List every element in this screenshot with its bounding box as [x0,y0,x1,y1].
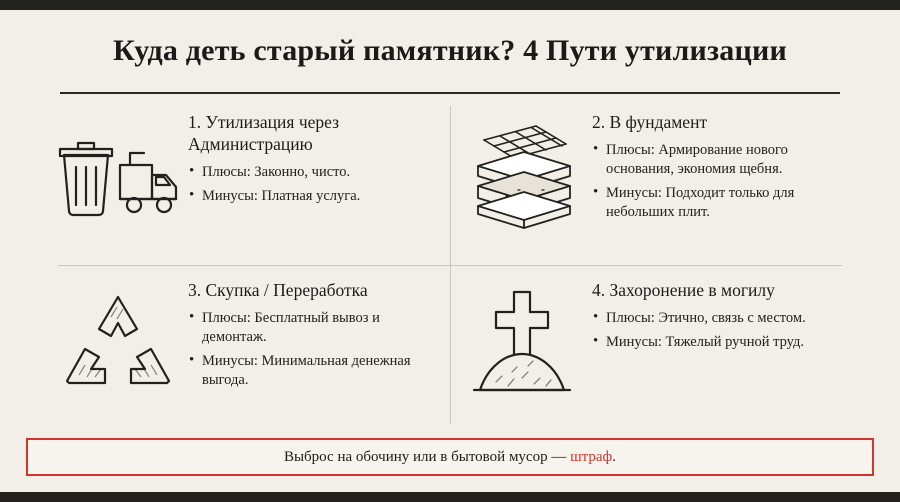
option-text-1 [188,100,446,211]
list-item: • Плюсы: Законно, чисто. [188,163,446,182]
title-divider [60,92,840,94]
bottom-band [0,492,900,502]
option-card-2 [452,100,850,262]
page-title: Куда деть старый памятник? 4 Пути утилизации [113,34,787,67]
option-bullets-3 [188,309,446,391]
options-grid [48,100,852,430]
option-bullets-4 [592,309,850,352]
option-heading-2: 2. В фундамент [592,112,708,132]
option-text-3 [188,268,446,395]
warning-highlight: штраф [570,448,613,465]
list-item: • Минусы: Подходит только для небольших плит. [592,184,850,222]
list-item: • Плюсы: Армирование нового основания, экономия щебня. [592,141,850,179]
list-item: • Минусы: Тяжелый ручной труд. [592,333,850,352]
option-card-4 [452,268,850,430]
option-text-4 [592,268,850,357]
grid-horizontal-divider [58,265,842,266]
warning-text-after: . [612,448,617,465]
grave-cross-icon [452,268,592,418]
list-item: • Минусы: Платная услуга. [188,187,446,206]
warning-text [284,449,616,466]
option-heading-4: 4. Захоронение в могилу [592,280,775,300]
list-item: • Плюсы: Этично, связь с местом. [592,309,850,328]
warning-banner [26,438,874,476]
option-card-1 [48,100,446,262]
list-item: • Плюсы: Бесплатный вывоз и демонтаж. [188,309,446,347]
trash-truck-icon [48,100,188,250]
top-band [0,0,900,10]
option-bullets-2 [592,141,850,223]
list-item: • Минусы: Минимальная денежная выгода. [188,352,446,390]
recycle-icon [48,268,188,418]
option-bullets-1 [188,163,446,206]
foundation-slab-icon [452,100,592,250]
option-heading-1: 1. Утилизация через Администрацию [188,112,340,154]
warning-text-before: Выброс на обочину или в бытовой мусор — [283,448,571,465]
option-text-2 [592,100,850,227]
option-card-3 [48,268,446,430]
option-heading-3: 3. Скупка / Переработка [188,280,368,300]
